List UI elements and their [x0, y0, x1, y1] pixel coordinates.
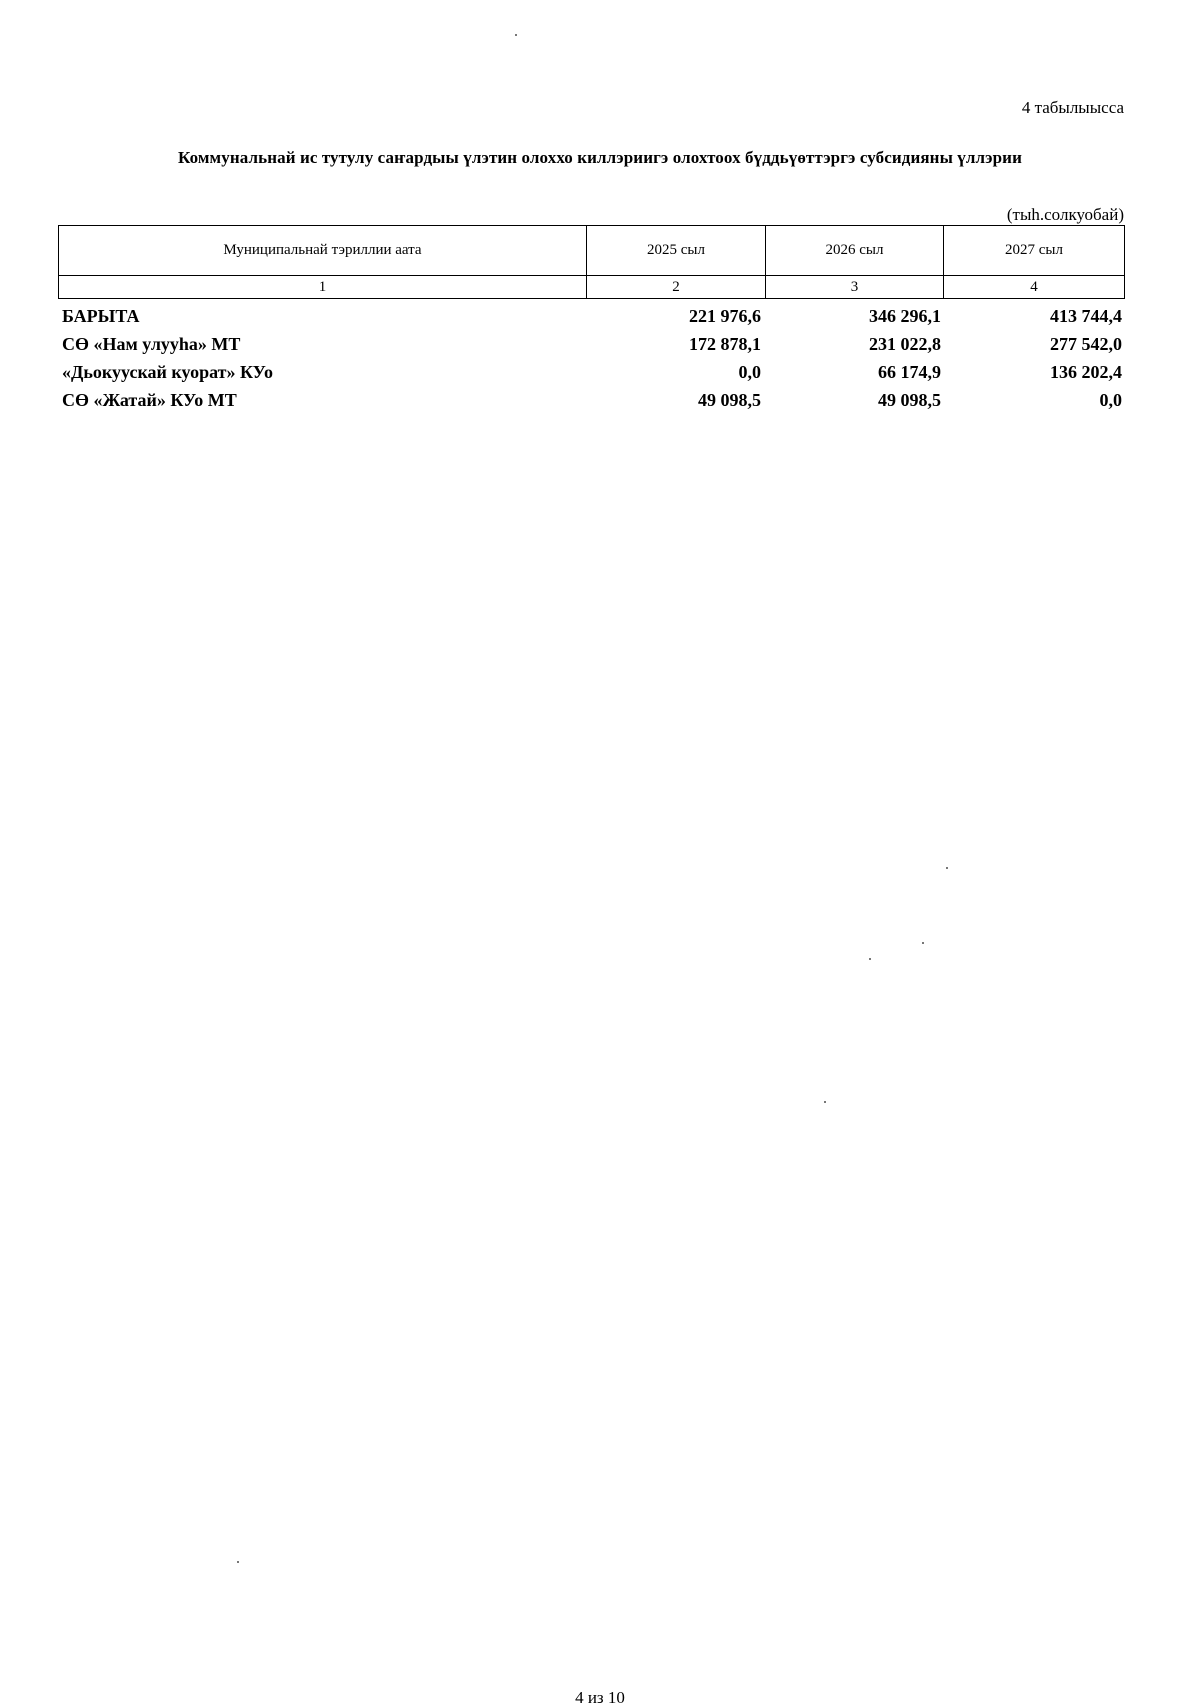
row-value-2025: 172 878,1	[689, 334, 761, 354]
header-year-2026: 2026 сыл	[766, 226, 944, 276]
row-value-2026: 49 098,5	[878, 390, 941, 410]
scan-speck	[515, 34, 517, 36]
row-value-2027: 413 744,4	[1050, 306, 1122, 326]
row-value-2026: 346 296,1	[869, 306, 941, 326]
appendix-label: 4 табылыысса	[1021, 98, 1124, 117]
scan-speck	[946, 867, 948, 869]
row-value-2027: 136 202,4	[1050, 362, 1122, 382]
row-value-2027: 0,0	[1099, 390, 1122, 410]
row-value-2025: 49 098,5	[698, 390, 761, 410]
row-value-2026: 231 022,8	[869, 334, 941, 354]
row-value-2027: 277 542,0	[1050, 334, 1122, 354]
page-number: 4 из 10	[575, 1688, 625, 1707]
column-number-3: 3	[766, 276, 944, 299]
units-label: (тыһ.солкуобай)	[1006, 205, 1124, 224]
header-row	[59, 226, 1125, 276]
column-number-4: 4	[944, 276, 1125, 299]
table-body	[58, 302, 1126, 414]
row-name: «Дьокуускай куорат» КУо	[62, 362, 273, 382]
table-row	[58, 330, 1126, 358]
column-number-row	[59, 276, 1125, 299]
row-value-2025: 221 976,6	[689, 306, 761, 326]
table-row-total	[58, 302, 1126, 330]
scan-speck	[922, 942, 924, 944]
header-year-2025: 2025 сыл	[587, 226, 766, 276]
table-row	[58, 358, 1126, 386]
scan-speck	[869, 958, 871, 960]
table-header	[58, 225, 1125, 299]
row-value-2025: 0,0	[738, 362, 761, 382]
column-number-2: 2	[587, 276, 766, 299]
scan-speck	[824, 1101, 826, 1103]
header-municipality: Муниципальнай тэриллии аата	[59, 226, 587, 276]
column-number-1: 1	[59, 276, 587, 299]
row-name: СӨ «Нам улууһа» МТ	[62, 334, 241, 354]
table-row	[58, 386, 1126, 414]
row-value-2026: 66 174,9	[878, 362, 941, 382]
row-name: СӨ «Жатай» КУо МТ	[62, 390, 237, 410]
document-title: Коммунальнай ис тутулу саҥардыы үлэтин олоххо киллэриигэ олохтоох бүддьүөттэргэ субсидияны үллэрии	[178, 148, 1022, 167]
scan-speck	[237, 1561, 239, 1563]
row-name: БАРЫТА	[62, 306, 140, 326]
header-year-2027: 2027 сыл	[944, 226, 1125, 276]
